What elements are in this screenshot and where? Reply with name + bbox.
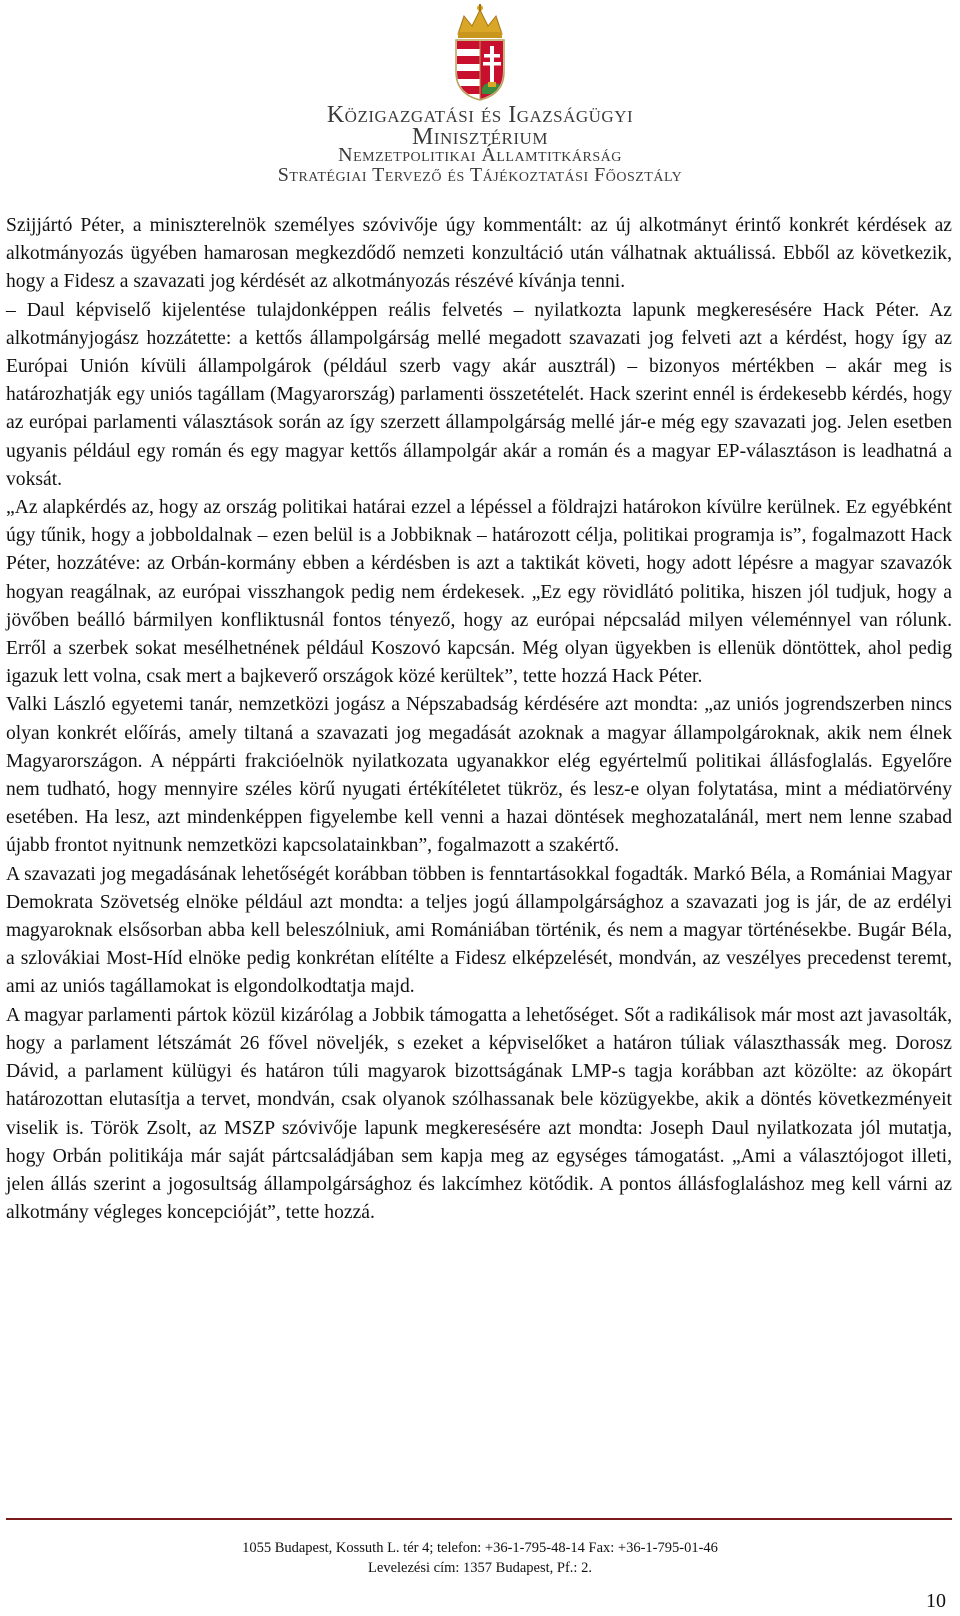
state-secretariat-name: Nemzetpolitikai Államtitkárság [338,144,622,166]
department-name: Stratégiai Tervező és Tájékoztatási Főosztály [277,164,683,186]
paragraph: – Daul képviselő kijelentése tulajdonképpen reális felvetés – nyilatkozta lapunk megkeresésére Hack Péter. Az alkotmányjogász hozzátette: a kettős állampolgárság mellé megadott szavazati jog felveti azt a kérdést, hogy így az Európai Unión kívüli állampolgárok (például szerb vagy akár ausztrál) – bizonyos mértékben – akár meg is határozhatják egy uniós tagállam (Magyarország) parlamenti összetételét. Hack szerint ennél is érdekesebb kérdés, hogy az európai parlamenti választások során az így szerzett állampolgárság mellé jár-e még egy szavazati jog. Jelen esetben ugyanis például egy román és egy magyar kettős állampolgár akár a román és a magyar EP-választáson is leadhatná a voksát. [6,299,952,490]
footer-mailing-address: Levelezési cím: 1357 Budapest, Pf.: 2. [368,1560,592,1576]
footer-divider [6,1518,952,1520]
paragraph: A szavazati jog megadásának lehetőségét korábban többen is fenntartásokkal fogadták. Markó Béla, a Romániai Magyar Demokrata Szövetség elnöke például azt mondta: a teljes jogú állampolgársághoz a szavazati jog is jár, de az erdélyi magyaroknak elsősorban abba kell beleszólniuk, ami Romániában történik, és nem a magyar történésekbe. Bugár Béla, a szlovákiai Most-Híd elnöke pedig konkrétan elítélte a Fidesz elképzelését, mondván, az veszélyes precedenst teremt, ami az uniós tagállamokat is elgondolkodtatja majd. [6,863,952,998]
ministry-name-line-2: Minisztérium [412,124,548,150]
paragraph: Szijjártó Péter, a miniszterelnök személyes szóvivője úgy kommentált: az új alkotmányt érintő konkrét kérdések az alkotmányozás ügyében hamarosan megkezdődő nemzeti konzultáció után válhatnak aktuálissá. Ebből az következik, hogy a Fidesz a szavazati jog kérdését az alkotmányozás részévé kívánja tenni. [6,215,952,293]
page-number: 10 [926,1590,946,1612]
paragraph: „Az alapkérdés az, hogy az ország politikai határai ezzel a lépéssel a földrajzi határokon kívülre kerülnek. Ez egyébként úgy tűnik, hogy a jobboldalnak – ezen belül is a Jobbiknak – határozott célja, politikai programja is”, fogalmazott Hack Péter, hozzátéve: az Orbán-kormány ebben a kérdésben is azt a taktikát követi, hogy adott lépésre a magyar szavazók hogyan reagálnak, az európai visszhangok pedig nem érdekesek. „Ez egy rövidlátó politika, hiszen jól tudjuk, hogy a jövőben beálló bármilyen konfliktusnál fontos tényező, hogy az európai népcsalád milyen véleménnyel van rólunk. Erről a szerbek sokat mesélhetnének például Koszovó kapcsán. Még olyan ügyekben is ellenük döntöttek, ahol pedig igazuk lett volna, csak mert a bajkeverő országok közé kerültek”, tette hozzá Hack Péter. [6,497,952,688]
paragraph: Valki László egyetemi tanár, nemzetközi jogász a Népszabadság kérdésére azt mondta: „az uniós jogrendszerben nincs olyan konkrét előírás, amely tiltaná a szavazati jog megadását azoknak a magyar állampolgároknak, akik nem élnek Magyarországon. A néppárti frakcióelnök nyilatkozata ugyanakkor elég egyértelmű politikai állásfoglalás. Egyelőre nem tudható, hogy mennyire széles körű nyugati értékítéletet tükröz, és lesz-e olyan folytatása, mint a médiatörvény esetében. Ha lesz, azt mindenképpen figyelembe kell venni a hazai döntések meghozatalánál, mert nem lenne szabad újabb frontot nyitnunk nemzetközi kapcsolatainkban”, fogalmazott a szakértő. [6,694,952,857]
paragraph: A magyar parlamenti pártok közül kizárólag a Jobbik támogatta a lehetőséget. Sőt a radikálisok már most azt javasolták, hogy a parlament létszámát 26 fővel növeljék, s ezeket a képviselőket a határon túliak választhassák meg. Dorosz Dávid, a parlament külügyi és határon túli magyarok bizottságának LMP-s tagja korábban azt közölte: az ökopárt határozottan elutasítja a tervet, mondván, csak olyanok szólhassanak bele közügyekbe, akik a döntés következményeit viselik is. Török Zsolt, az MSZP szóvivője lapunk megkeresésére azt mondta: Joseph Daul nyilatkozata jól mutatja, hogy Orbán politikája már saját pártcsaládjában sem kapja meg az egységes támogatást. „Ami a választójogot illeti, jelen állás szerint a jogosultság állampolgársághoz és lakcímhez kötődik. A pontos állásfoglaláshoz meg kell várni az alkotmány végleges koncepcióját”, tette hozzá. [6,1004,952,1224]
article-body [6,212,952,1227]
footer-address: 1055 Budapest, Kossuth L. tér 4; telefon: +36-1-795-48-14 Fax: +36-1-795-01-46 [242,1540,718,1556]
letterhead [0,0,960,190]
ministry-name-line-1: Közigazgatási és Igazságügyi [326,102,634,128]
hungarian-coat-of-arms-icon [444,4,516,102]
